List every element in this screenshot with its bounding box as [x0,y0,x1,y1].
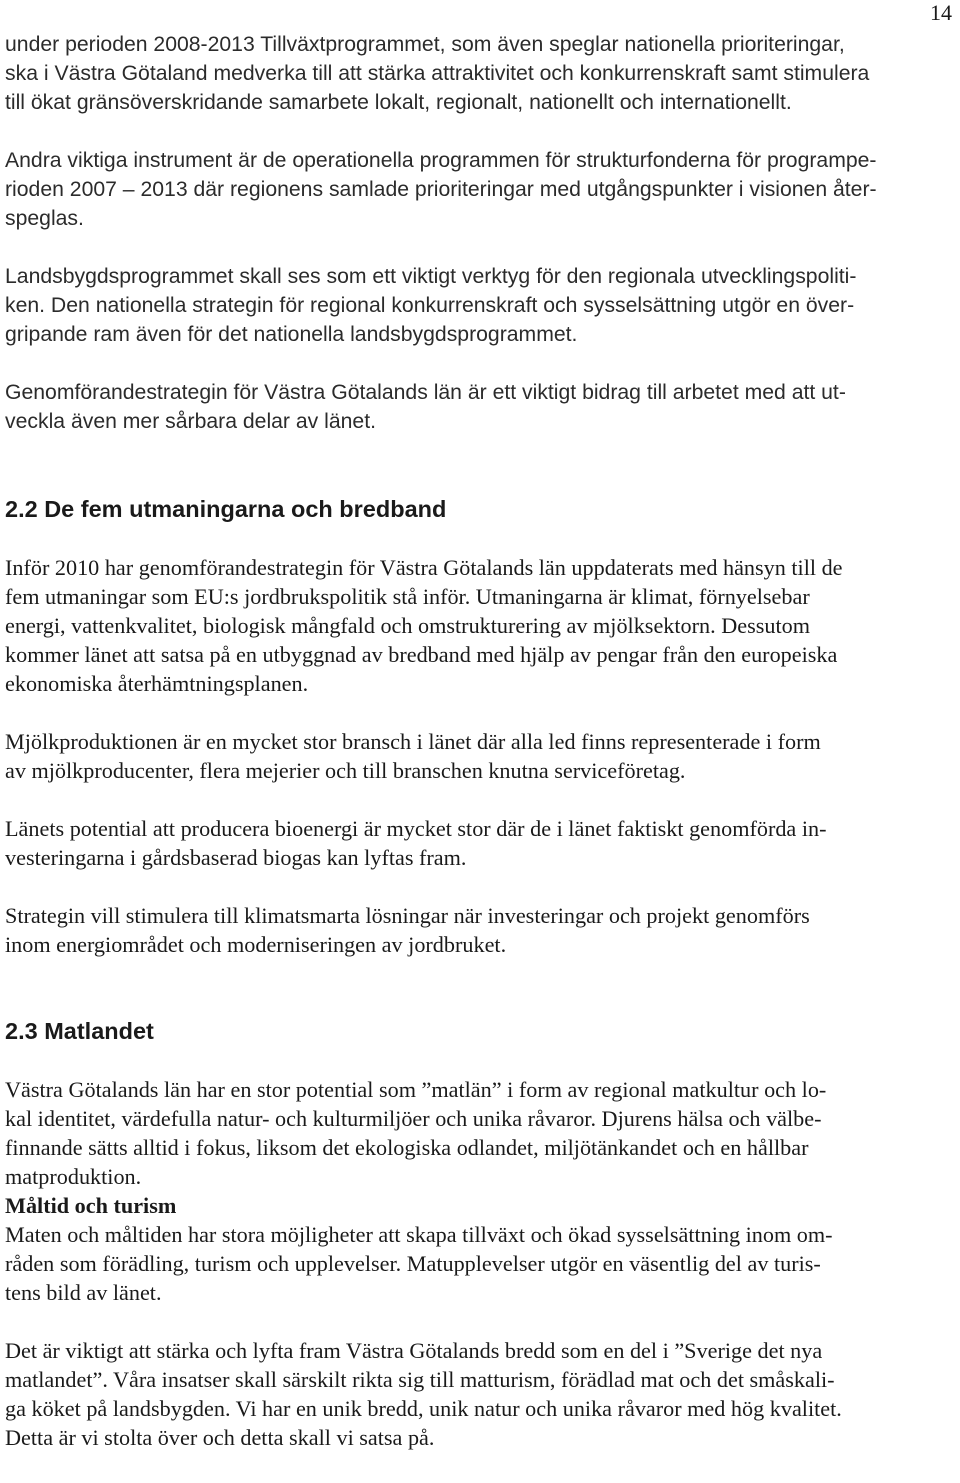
section-heading-2-2: 2.2 De fem utmaningarna och bredband [5,496,447,522]
subsection-heading: Måltid och turism [5,1193,177,1218]
paragraph [5,378,953,436]
text-line: speglas. [5,207,84,230]
text-line: inom energiområdet och moderniseringen av jordbruket. [5,932,507,957]
document-body [5,30,953,1452]
paragraph [5,1075,953,1191]
paragraph [5,1220,953,1307]
text-line: Detta är vi stolta över och detta skall vi satsa på. [5,1425,435,1450]
text-line: Länets potential att producera bioenergi är mycket stor där de i länet faktiskt genomförda in- [5,816,827,841]
text-line: till ökat gränsöverskridande samarbete lokalt, regionalt, nationellt och internationellt. [5,91,792,114]
text-line: Det är viktigt att stärka och lyfta fram Västra Götalands bredd som en del i ”Sverige det nya [5,1338,823,1363]
text-line: av mjölkproducenter, flera mejerier och till branschen knutna serviceföretag. [5,758,686,783]
text-line: matproduktion. [5,1164,142,1189]
text-line: tens bild av länet. [5,1280,162,1305]
paragraph [5,30,953,117]
text-line: vesteringarna i gårdsbaserad biogas kan lyftas fram. [5,845,467,870]
paragraph [5,814,953,872]
paragraph [5,146,953,233]
text-line: veckla även mer sårbara delar av länet. [5,410,376,433]
text-line: Genomförandestrategin för Västra Götalands län är ett viktigt bidrag till arbetet med att ut- [5,381,846,404]
text-line: ga köket på landsbygden. Vi har en unik bredd, unik natur och unika råvaror med hög kvalitet. [5,1396,842,1421]
paragraph [5,727,953,785]
text-line: ken. Den nationella strategin för regional konkurrenskraft och sysselsättning utgör en över- [5,294,855,317]
text-line: Strategin vill stimulera till klimatsmarta lösningar när investeringar och projekt genomförs [5,903,810,928]
paragraph [5,1336,953,1452]
paragraph [5,901,953,959]
text-line: kommer länet att satsa på en utbyggnad av bredband med hjälp av pengar från den europeiska [5,642,838,667]
text-line: ekonomiska återhämtningsplanen. [5,671,309,696]
text-line: Landsbygdsprogrammet skall ses som ett viktigt verktyg för den regionala utvecklingspoliti- [5,265,857,288]
text-line: Maten och måltiden har stora möjligheter att skapa tillväxt och ökad sysselsättning inom om- [5,1222,833,1247]
text-line: fem utmaningar som EU:s jordbrukspolitik stå inför. Utmaningarna är klimat, förnyelsebar [5,584,810,609]
text-line: ska i Västra Götaland medverka till att stärka attraktivitet och konkurrenskraft samt stimulera [5,62,870,85]
paragraph [5,553,953,698]
text-line: rioden 2007 – 2013 där regionens samlade prioriteringar med utgångspunkter i visionen åter- [5,178,877,201]
text-line: gripande ram även för det nationella landsbygdsprogrammet. [5,323,578,346]
text-line: Västra Götalands län har en stor potential som ”matlän” i form av regional matkultur och lo- [5,1077,827,1102]
text-line: matlandet”. Våra insatser skall särskilt rikta sig till matturism, förädlad mat och det småskali- [5,1367,835,1392]
text-line: Inför 2010 har genomförandestrategin för Västra Götalands län uppdaterats med hänsyn till de [5,555,843,580]
section-heading-2-3: 2.3 Matlandet [5,1018,154,1044]
text-line: under perioden 2008-2013 Tillväxtprogrammet, som även speglar nationella prioriteringar, [5,33,845,56]
text-line: finnande sätts alltid i fokus, liksom det ekologiska odlandet, miljötänkandet och en hållbar [5,1135,809,1160]
text-line: Andra viktiga instrument är de operationella programmen för strukturfonderna för programpe- [5,149,877,172]
paragraph [5,262,953,349]
text-line: råden som förädling, turism och upplevelser. Matupplevelser utgör en väsentlig del av turis- [5,1251,821,1276]
page-number: 14 [930,0,952,25]
text-line: energi, vattenkvalitet, biologisk mångfald och omstrukturering av mjölksektorn. Dessutom [5,613,810,638]
text-line: Mjölkproduktionen är en mycket stor bransch i länet där alla led finns representerade i form [5,729,821,754]
text-line: kal identitet, värdefulla natur- och kulturmiljöer och unika råvaror. Djurens hälsa och välbe- [5,1106,822,1131]
